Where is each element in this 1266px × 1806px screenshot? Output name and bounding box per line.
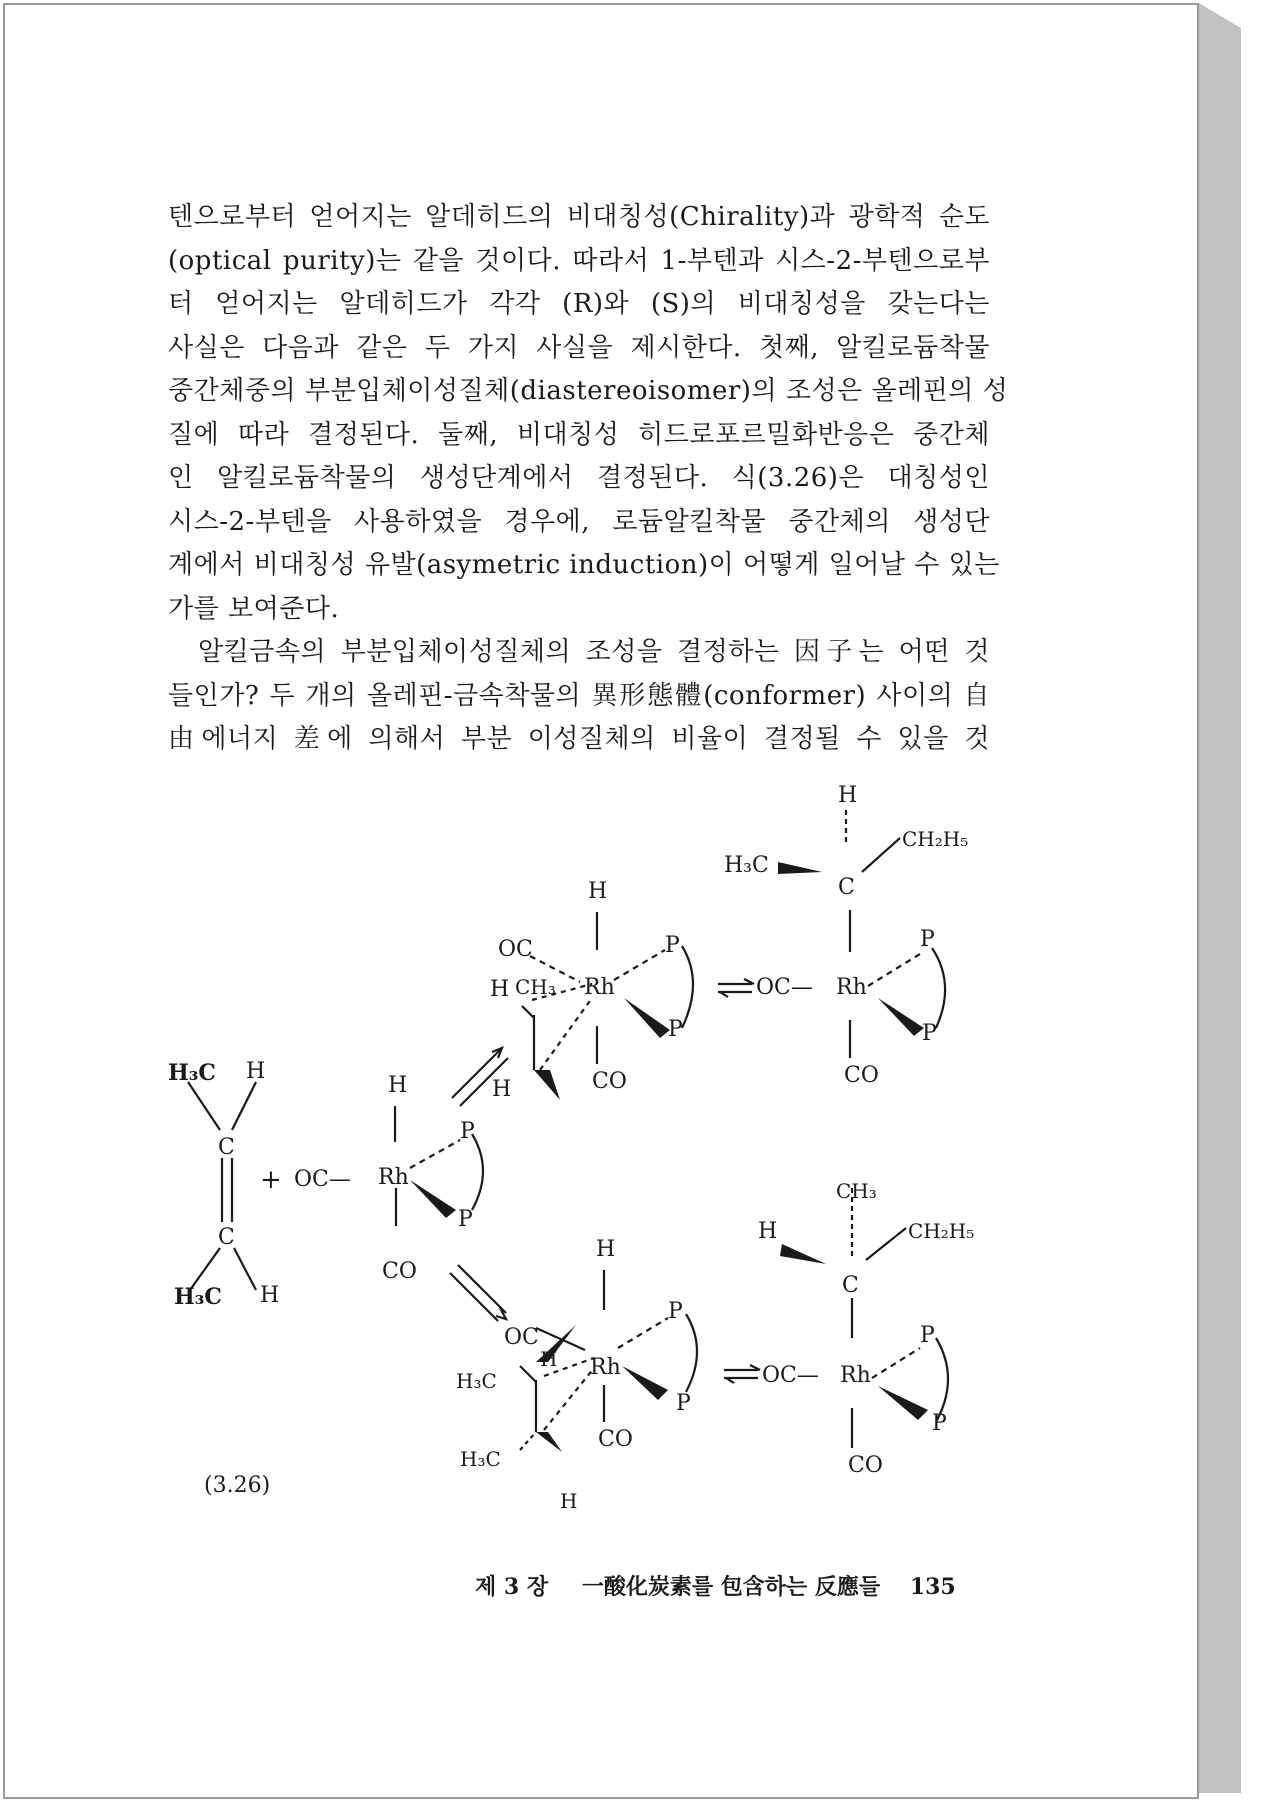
upper-prod-oc: OC— — [756, 975, 813, 1000]
catalyst-rh: Rh — [378, 1165, 409, 1190]
page-edge — [1199, 3, 1241, 1793]
lower-prod-co: CO — [848, 1453, 883, 1478]
butene-top-left: H₃C — [168, 1060, 216, 1086]
text-line: 사실은 다음과 같은 두 가지 사실을 제시한다. 첫째, 알킬로듐착물 — [168, 332, 990, 363]
butene-carbon-1: C — [218, 1135, 235, 1160]
text-line: 인 알킬로듐착물의 생성단계에서 결정된다. 식(3.26)은 대칭성인 — [168, 463, 990, 493]
butene-bottom-right: H — [260, 1283, 280, 1308]
text-line: 계에서 비대칭성 유발(asymetric induction)이 어떻게 일어날 수 있는 — [168, 550, 1000, 580]
lower-int-h3c-bottom: H₃C — [460, 1447, 501, 1471]
lower-prod-ch2h5: CH₂H₅ — [908, 1219, 975, 1243]
footer-chapter: 제 3 장 — [475, 1574, 549, 1600]
lower-int-h3c-top: H₃C — [456, 1369, 497, 1393]
upper-int-rh: Rh — [584, 975, 615, 1000]
upper-int-ch3: CH₃ — [515, 975, 556, 999]
lower-int-oc: OC — [504, 1325, 539, 1350]
upper-prod-co: CO — [844, 1063, 879, 1088]
lower-prod-rh: Rh — [840, 1363, 871, 1388]
paragraph-1 — [168, 196, 1009, 631]
upper-int-h: H — [588, 879, 608, 904]
catalyst-oc: OC— — [294, 1167, 351, 1192]
lower-prod-ch3: CH₃ — [836, 1179, 877, 1203]
footer-title: 一酸化炭素를 包含하는 反應들 — [581, 1574, 881, 1600]
reaction-scheme — [160, 770, 1010, 1530]
lower-int-h: H — [596, 1237, 616, 1262]
lower-prod-h: H — [758, 1219, 778, 1244]
text-line: 들인가? 두 개의 올레핀-금속착물의 異形態體(conformer) 사이의 自 — [168, 680, 990, 711]
upper-int-h2: H — [490, 977, 510, 1002]
butene-top-right: H — [246, 1059, 266, 1084]
upper-int-p-bottom: P — [668, 1017, 683, 1042]
catalyst-p-bottom: P — [458, 1207, 473, 1232]
upper-prod-rh: Rh — [836, 975, 867, 1000]
catalyst-co: CO — [382, 1259, 417, 1284]
upper-prod-ch2h5: CH₂H₅ — [902, 827, 969, 851]
running-footer — [475, 1570, 995, 1604]
text-line: (optical purity)는 같을 것이다. 따라서 1-부텐과 시스-2-부텐으로부 — [168, 245, 990, 276]
upper-prod-p-bottom: P — [922, 1021, 937, 1046]
lower-prod-oc: OC— — [762, 1363, 819, 1388]
body-text — [168, 196, 1009, 762]
butene-bottom-left: H₃C — [174, 1284, 222, 1310]
lower-prod-carbon: C — [842, 1273, 859, 1298]
lower-int-h2: H — [540, 1347, 558, 1371]
upper-prod-carbon: C — [838, 875, 855, 900]
text-line: 중간체중의 부분입체이성질체(diastereoisomer)의 조성은 올레핀의 성 — [168, 376, 1009, 406]
upper-prod-h: H — [838, 783, 858, 808]
catalyst-p-top: P — [460, 1119, 475, 1144]
equation-label: (3.26) — [204, 1473, 271, 1498]
plus-sign: + — [260, 1165, 282, 1195]
lower-prod-p-bottom: P — [932, 1411, 947, 1436]
upper-int-h3: H — [492, 1077, 512, 1102]
text-line: 텐으로부터 얻어지는 알데히드의 비대칭성(Chirality)과 광학적 순도 — [168, 202, 990, 232]
lower-prod-p-top: P — [920, 1323, 935, 1348]
text-line: 알킬금속의 부분입체이성질체의 조성을 결정하는 因子는 어떤 것 — [198, 637, 990, 667]
lower-int-rh: Rh — [590, 1355, 621, 1380]
upper-int-co: CO — [592, 1069, 627, 1094]
upper-prod-h3c: H₃C — [724, 853, 769, 878]
page-number: 135 — [909, 1574, 956, 1600]
lower-int-p-top: P — [668, 1299, 683, 1324]
text-line: 시스-2-부텐을 사용하였을 경우에, 로듐알킬착물 중간체의 생성단 — [168, 506, 990, 537]
lower-int-co: CO — [598, 1427, 633, 1452]
text-line: 가를 보여준다. — [168, 593, 340, 624]
text-line: 질에 따라 결정된다. 둘째, 비대칭성 히드로포르밀화반응은 중간체 — [168, 419, 990, 450]
lower-int-p-bottom: P — [676, 1391, 691, 1416]
text-line: 由에너지 差에 의해서 부분 이성질체의 비율이 결정될 수 있을 것 — [168, 724, 990, 754]
text-line: 터 얻어지는 알데히드가 각각 (R)와 (S)의 비대칭성을 갖는다는 — [168, 289, 990, 319]
upper-int-oc: OC — [498, 937, 533, 962]
upper-int-p-top: P — [665, 933, 680, 958]
butene-carbon-2: C — [218, 1225, 235, 1250]
lower-int-h3: H — [560, 1489, 578, 1513]
catalyst-h: H — [388, 1073, 408, 1098]
paragraph-2 — [168, 631, 990, 762]
upper-prod-p-top: P — [920, 927, 935, 952]
